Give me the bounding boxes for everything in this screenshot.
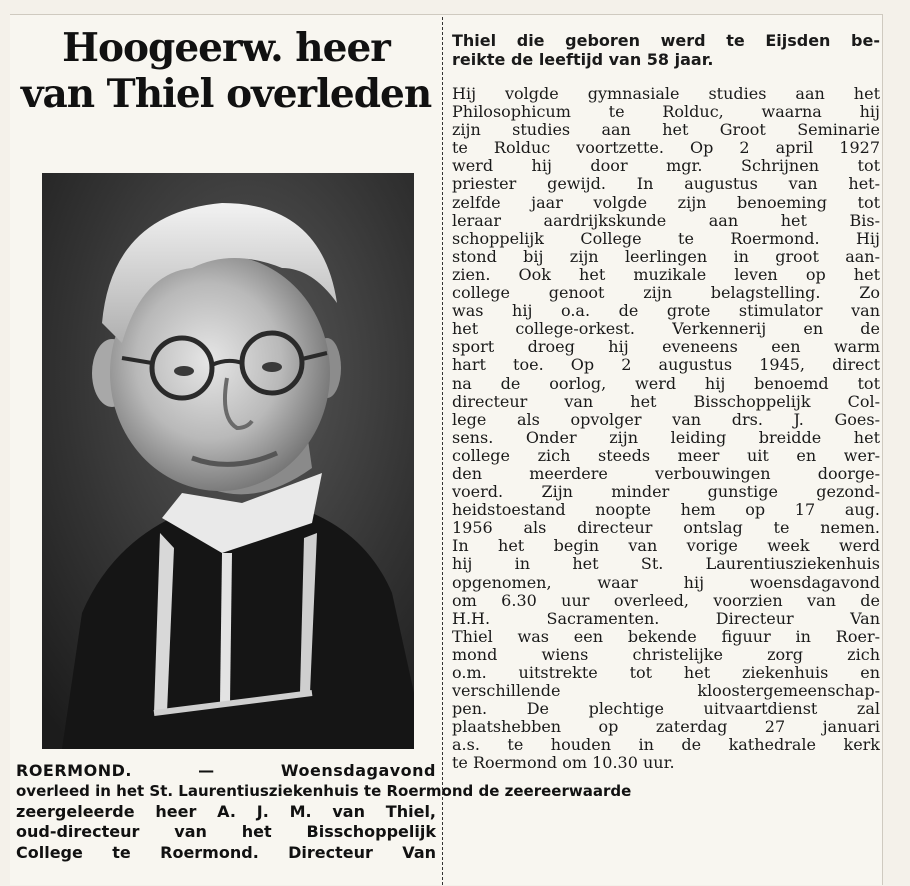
body-line: Thiel was een bekende figuur in Roer- [452, 626, 880, 646]
body-line: zelfde jaar volgde zijn benoeming tot [452, 192, 880, 212]
lead-line: Thiel die geboren werd te Eijsden be- [452, 31, 880, 50]
caption-line: overleed in het St. Laurentiusziekenhuis te Roermond de zeereerwaarde [16, 782, 632, 801]
body-line: Hij volgde gymnasiale studies aan het [452, 84, 880, 103]
portrait-photo-icon [42, 173, 414, 749]
body-line: voerd. Zijn minder gunstige gezond- [452, 482, 880, 502]
body-line: hart toe. Op 2 augustus 1945, direct [452, 355, 880, 375]
body-line: pen. De plechtige uitvaartdienst zal [452, 699, 880, 719]
headline-line-1: Hoogeerw. heer [62, 25, 390, 71]
caption-line: zeergeleerde heer A. J. M. van Thiel, [16, 801, 436, 821]
right-column [452, 31, 880, 881]
body-line: na de oorlog, werd hij benoemd tot [452, 373, 880, 393]
body-line: te Roermond om 10.30 uur. [452, 753, 675, 773]
caption-line: ROERMOND. — Woensdagavond [16, 761, 436, 780]
body-line: In het begin van vorige week werd [452, 536, 880, 556]
body-line: a.s. te houden in de kathedrale kerk [452, 735, 880, 755]
body-line: priester gewijd. In augustus van het- [452, 174, 880, 194]
body-line: 1956 als directeur ontslag te nemen. [452, 518, 880, 538]
body-line: zijn studies aan het Groot Seminarie [452, 120, 880, 140]
body-line: den meerdere verbouwingen doorge- [452, 463, 880, 483]
body-line: lege als opvolger van drs. J. Goes- [452, 409, 880, 429]
body-line: stond bij zijn leerlingen in groot aan- [452, 246, 880, 266]
body-line: zien. Ook het muzikale leven op het [452, 264, 880, 284]
headline [16, 25, 436, 117]
body-line: directeur van het Bisschoppelijk Col- [452, 391, 880, 411]
newspaper-clipping [10, 14, 883, 885]
article-body [452, 85, 880, 773]
lead-line: reikte de leeftijd van 58 jaar. [452, 50, 714, 69]
body-line: heidstoestand noopte hem op 17 aug. [452, 500, 880, 520]
body-line: om 6.30 uur overleed, voorzien van de [452, 590, 880, 610]
body-line: was hij o.a. de grote stimulator van [452, 301, 880, 321]
body-line: Philosophicum te Rolduc, waarna hij [452, 102, 880, 122]
body-line: leraar aardrijkskunde aan het Bis- [452, 210, 880, 230]
body-line: plaatshebben op zaterdag 27 januari [452, 717, 880, 737]
body-line: opgenomen, waar hij woensdagavond [452, 572, 880, 592]
body-line: college genoot zijn belagstelling. Zo [452, 283, 880, 303]
body-line: werd hij door mgr. Schrijnen tot [452, 156, 880, 176]
caption-line: oud-directeur van het Bisschoppelijk [16, 822, 436, 842]
body-line: H.H. Sacramenten. Directeur Van [452, 608, 880, 628]
body-line: mond wiens christelijke zorg zich [452, 644, 880, 664]
caption-line: College te Roermond. Directeur Van [16, 842, 436, 862]
column-divider [442, 17, 443, 885]
body-line: te Rolduc voortzette. Op 2 april 1927 [452, 138, 880, 158]
body-line: college zich steeds meer uit en wer- [452, 445, 880, 465]
body-line: sens. Onder zijn leiding breidde het [452, 427, 880, 447]
body-line: o.m. uitstrekte tot het ziekenhuis en [452, 663, 880, 682]
body-line: verschillende kloostergemeenschap- [452, 681, 880, 701]
headline-line-2: van Thiel overleden [20, 71, 432, 117]
body-line: schoppelijk College te Roermond. Hij [452, 228, 880, 248]
article-caption [16, 761, 632, 863]
portrait-photo [42, 173, 414, 749]
body-line: sport droeg hij eveneens een warm [452, 337, 880, 357]
right-lead-paragraph [452, 31, 880, 69]
body-line: het college-orkest. Verkennerij en de [452, 319, 880, 339]
body-line: hij in het St. Laurentiusziekenhuis [452, 554, 880, 574]
